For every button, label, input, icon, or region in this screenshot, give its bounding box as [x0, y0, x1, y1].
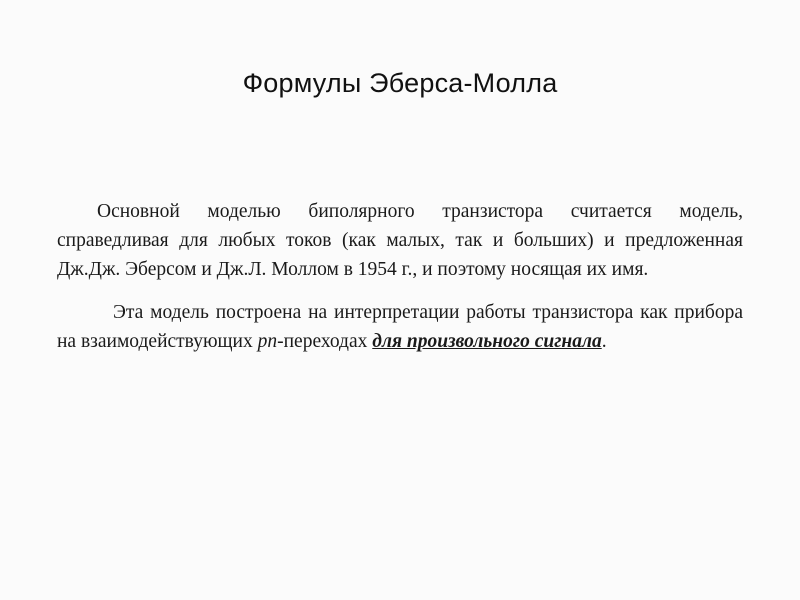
paragraph-2-end: .: [601, 331, 607, 352]
paragraph-2-text: Эта модель построена на интерпретации работы транзистора как прибора на взаимодействующих: [57, 302, 743, 352]
pn-term: pn: [257, 331, 278, 352]
slide-title: Формулы Эберса-Молла: [242, 68, 558, 98]
emphasized-phrase: для произвольного сигнала: [372, 331, 602, 352]
slide-body: [57, 197, 743, 356]
paragraph-2: [57, 298, 743, 356]
paragraph-2-transition: -переходах: [277, 331, 373, 352]
paragraph-1: Основной моделью биполярного транзистора считается модель, справедливая для любых токов (как малых, так и больших) и предложенная Дж.Дж. Эберсом и Дж.Л. Моллом в 1954 г., и поэтому носящая их имя.: [57, 201, 743, 280]
